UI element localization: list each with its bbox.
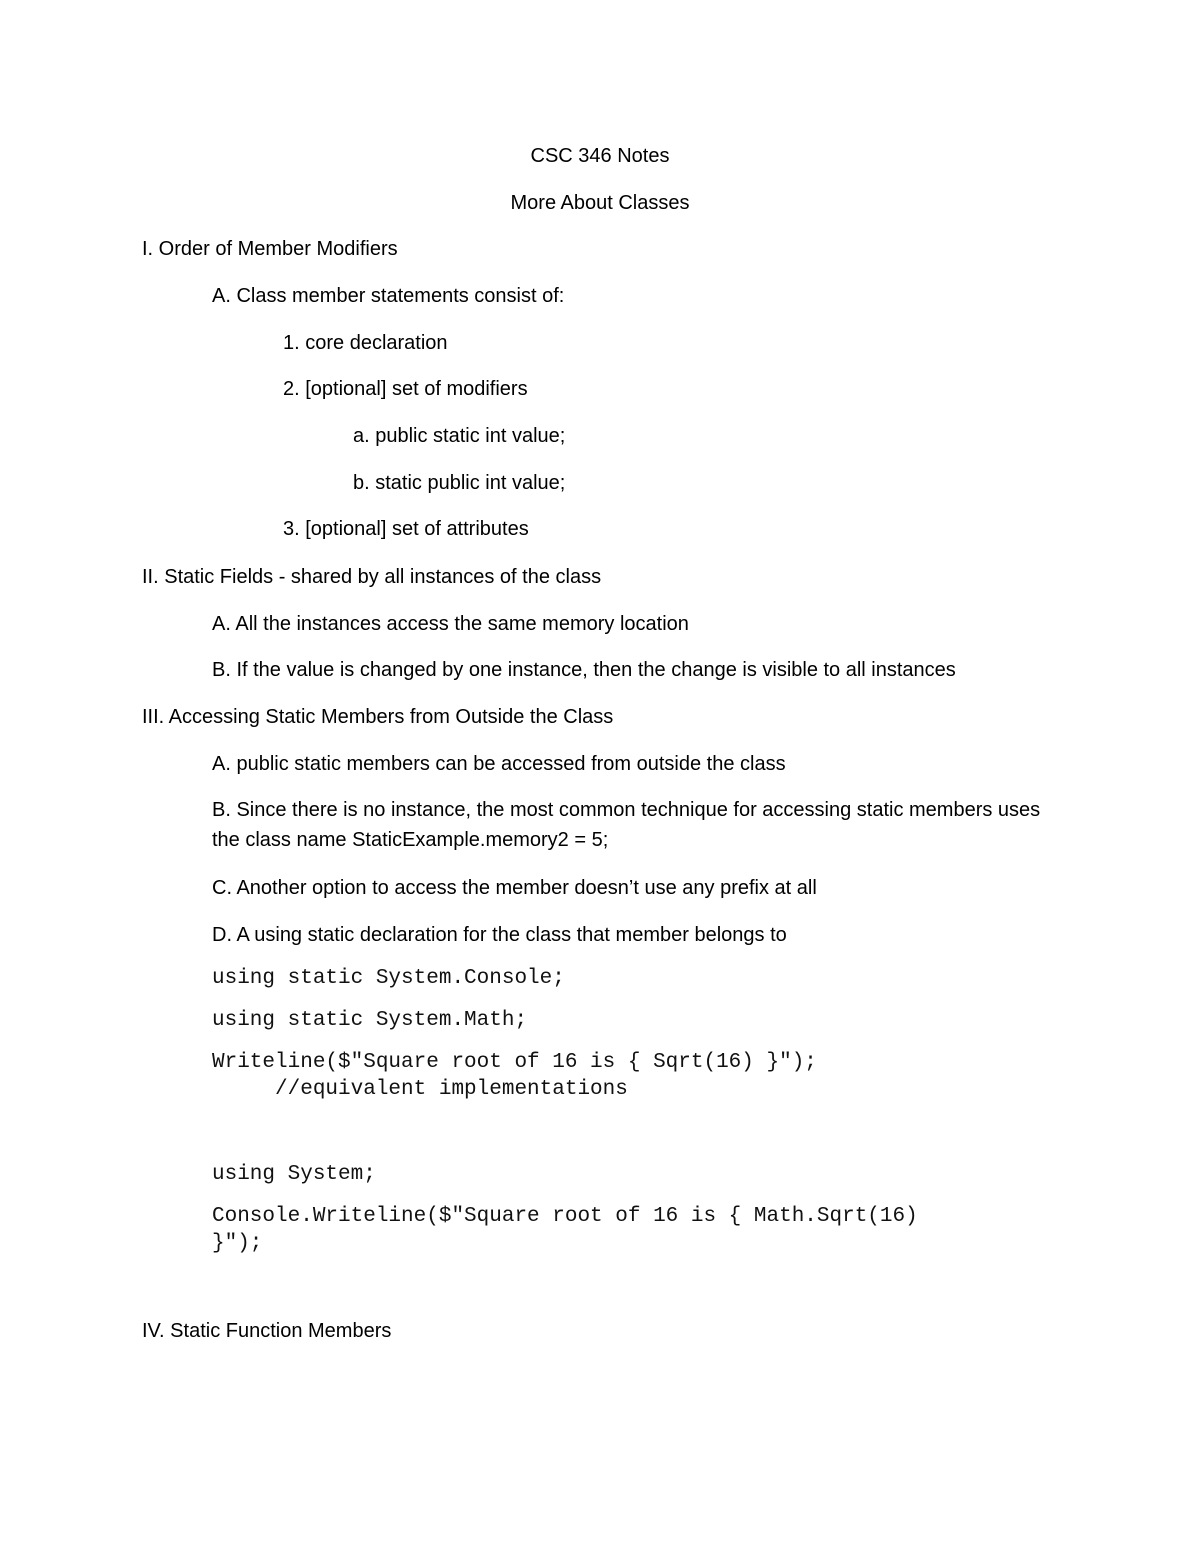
code-line-writeline-full: Console.Writeline($"Square root of 16 is { Math.Sqrt(16) [212, 1205, 918, 1228]
section-1-item-a3: 3. [optional] set of attributes [283, 518, 529, 540]
document-subtitle: More About Classes [510, 192, 690, 214]
document-title: CSC 346 Notes [530, 145, 670, 167]
section-2-heading: II. Static Fields - shared by all instances of the class [142, 566, 602, 588]
section-3-item-b: B. Since there is no instance, the most common technique for accessing static members uses the class name StaticExample.memory2 = 5; [212, 799, 1041, 851]
section-1-item-a2a: a. public static int value; [353, 425, 566, 447]
code-line-using-console: using static System.Console; [212, 967, 565, 990]
section-1-item-a1: 1. core declaration [283, 332, 448, 354]
code-line-writeline-short: Writeline($"Square root of 16 is { Sqrt(16) }"); [212, 1051, 817, 1074]
section-1-item-a2b: b. static public int value; [353, 472, 566, 494]
code-line-using-math: using static System.Math; [212, 1009, 528, 1032]
section-2-item-b: B. If the value is changed by one instance, then the change is visible to all instances [212, 659, 956, 681]
section-3-heading: III. Accessing Static Members from Outside the Class [142, 706, 614, 728]
code-line-writeline-end: }"); [212, 1232, 263, 1255]
section-4-heading: IV. Static Function Members [142, 1320, 392, 1342]
code-line-using-system: using System; [212, 1163, 376, 1186]
section-1-item-a: A. Class member statements consist of: [212, 285, 565, 307]
code-line-comment: //equivalent implementations [212, 1078, 628, 1101]
section-2-item-a: A. All the instances access the same memory location [212, 613, 689, 635]
section-1-heading: I. Order of Member Modifiers [142, 238, 398, 260]
section-3-item-c: C. Another option to access the member doesn’t use any prefix at all [212, 877, 817, 899]
section-3-item-d: D. A using static declaration for the class that member belongs to [212, 924, 787, 946]
section-1-item-a2: 2. [optional] set of modifiers [283, 378, 528, 400]
section-3-item-a: A. public static members can be accessed from outside the class [212, 753, 786, 775]
